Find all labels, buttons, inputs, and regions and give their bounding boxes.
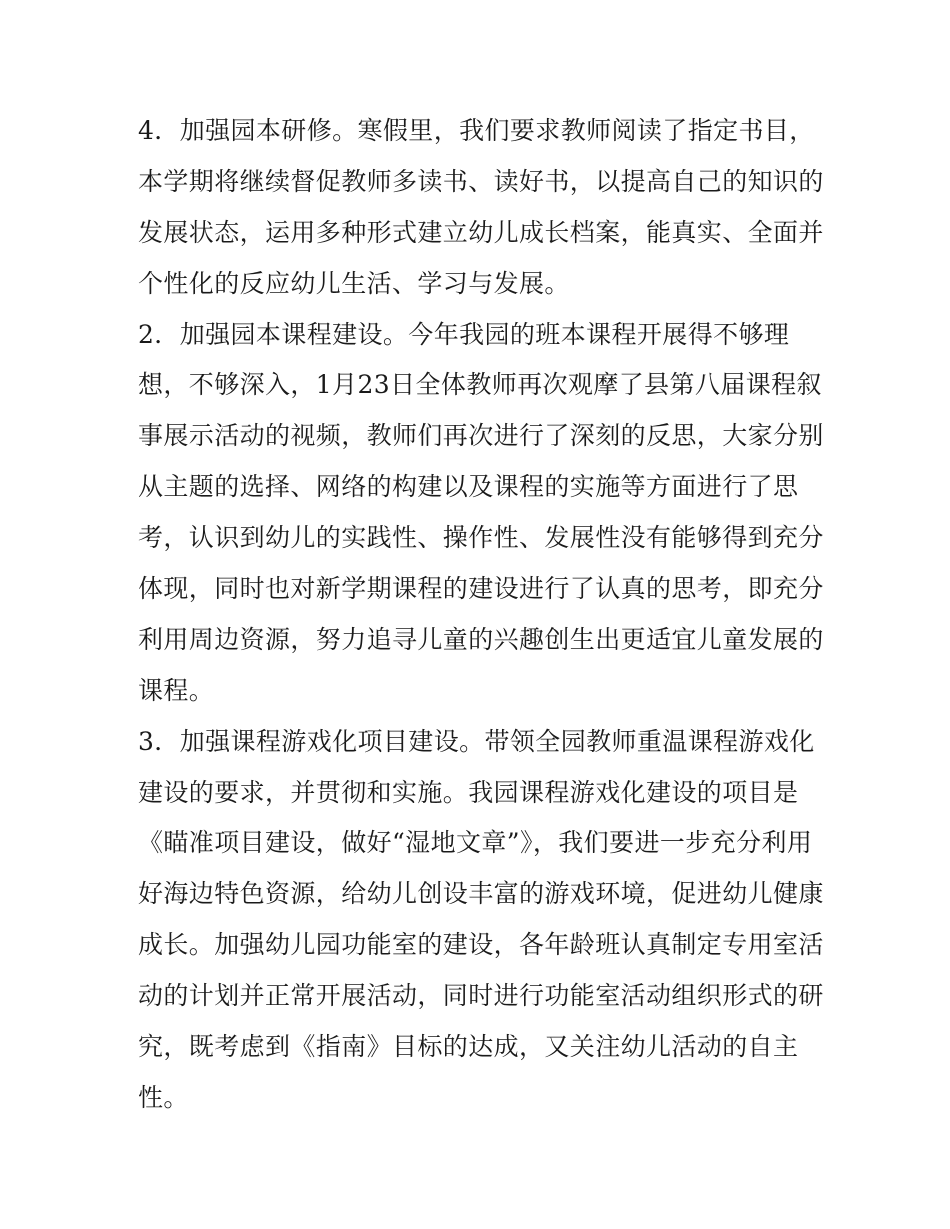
text-line: 本学期将继续督促教师多读书、读好书，以提高自己的知识的 — [138, 166, 824, 196]
document-body — [138, 112, 824, 1130]
text-line: 想，不够深入，1月23日全体教师再次观摩了县第八届课程叙 — [138, 370, 822, 400]
text-line: 从主题的选择、网络的构建以及课程的实施等方面进行了思 — [138, 472, 799, 502]
text-line: 3．加强课程游戏化项目建设。带领全园教师重温课程游戏化 — [138, 726, 815, 756]
text-line: 成长。加强幼儿园功能室的建设，各年龄班认真制定专用室活 — [138, 930, 824, 960]
text-line: 建设的要求，并贯彻和实施。我园课程游戏化建设的项目是 — [138, 777, 799, 807]
text-line: 究，既考虑到《指南》目标的达成，又关注幼儿活动的自主 — [138, 1032, 799, 1062]
text-line: 个性化的反应幼儿生活、学习与发展。 — [138, 268, 570, 298]
text-line: 性。 — [138, 1082, 189, 1112]
text-line: 利用周边资源，努力追寻儿童的兴趣创生出更适宜儿童发展的 — [138, 624, 824, 654]
text-line: 《瞄准项目建设，做好“湿地文章”》，我们要进一步充分利用 — [138, 828, 813, 858]
text-line: 课程。 — [138, 675, 215, 705]
text-line: 考，认识到幼儿的实践性、操作性、发展性没有能够得到充分 — [138, 523, 824, 553]
text-line: 好海边特色资源，给幼儿创设丰富的游戏环境，促进幼儿健康 — [138, 879, 824, 909]
text-line: 4．加强园本研修。寒假里，我们要求教师阅读了指定书目， — [138, 116, 815, 145]
text-line: 发展状态，运用多种形式建立幼儿成长档案，能真实、全面并 — [138, 217, 824, 247]
text-line: 2．加强园本课程建设。今年我园的班本课程开展得不够理 — [138, 319, 790, 349]
text-line: 动的计划并正常开展活动，同时进行功能室活动组织形式的研 — [138, 981, 824, 1011]
text-line: 体现，同时也对新学期课程的建设进行了认真的思考，即充分 — [138, 574, 824, 604]
text-line: 事展示活动的视频，教师们再次进行了深刻的反思，大家分别 — [138, 421, 824, 451]
